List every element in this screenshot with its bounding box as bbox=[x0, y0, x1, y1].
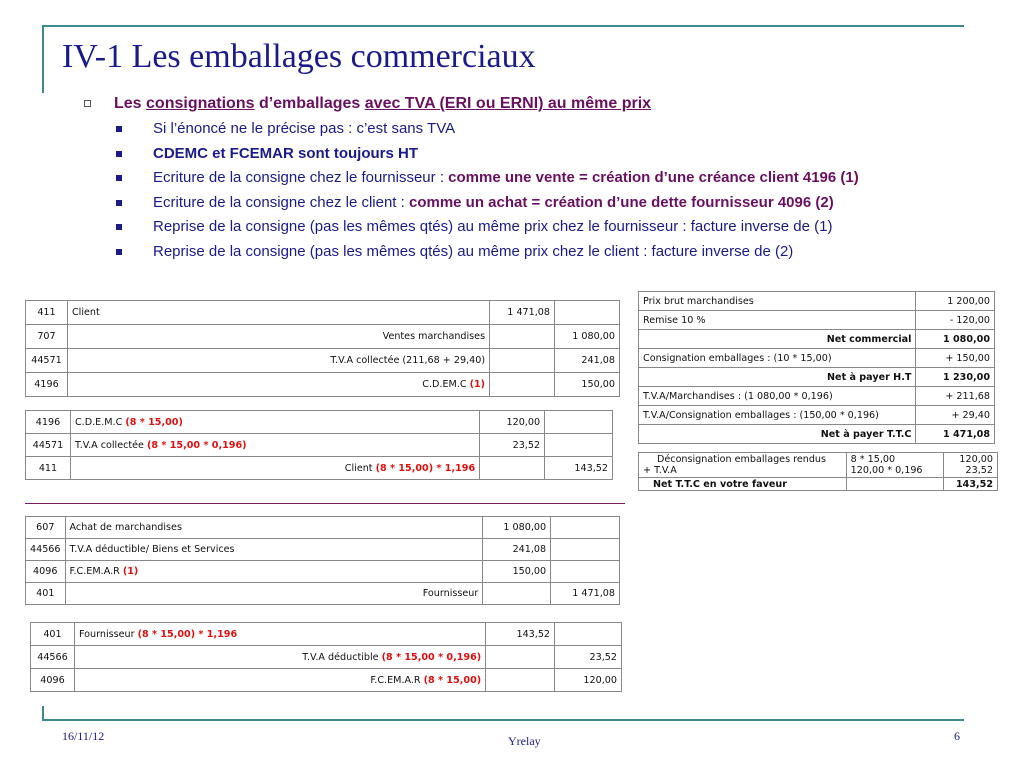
journal-client-return bbox=[30, 622, 622, 692]
account-number: 4196 bbox=[26, 411, 71, 434]
credit-amount bbox=[555, 301, 620, 325]
main-bullet-les: Les bbox=[114, 95, 142, 112]
square-bullet-icon bbox=[116, 126, 122, 132]
account-number: 44566 bbox=[31, 646, 75, 669]
credit-note-label-2: + T.V.A bbox=[643, 465, 677, 476]
account-number: 411 bbox=[26, 301, 68, 325]
square-bullet-icon bbox=[116, 224, 122, 230]
invoice-value: 1 471,08 bbox=[916, 425, 995, 444]
account-label: T.V.A déductible/ Biens et Services bbox=[65, 539, 483, 561]
journal-row bbox=[31, 623, 622, 646]
journal-row bbox=[26, 301, 620, 325]
account-label: Client bbox=[67, 301, 489, 325]
sub-bullet-2-text: CDEMC et FCEMAR sont toujours HT bbox=[153, 144, 418, 162]
debit-amount: 143,52 bbox=[486, 623, 555, 646]
section-divider bbox=[25, 503, 625, 504]
hollow-square-bullet-icon bbox=[84, 100, 91, 107]
sub-bullet-6 bbox=[80, 242, 980, 267]
credit-note-row bbox=[639, 453, 998, 478]
invoice-value: + 29,40 bbox=[916, 406, 995, 425]
invoice-value: - 120,00 bbox=[916, 311, 995, 330]
journal-row bbox=[26, 411, 613, 434]
square-bullet-icon bbox=[116, 249, 122, 255]
invoice-row bbox=[639, 311, 995, 330]
credit-note-value bbox=[944, 453, 998, 478]
frame-top-line bbox=[42, 25, 964, 27]
journal-row bbox=[31, 646, 622, 669]
journal-row bbox=[26, 325, 620, 349]
credit-note-total-empty bbox=[846, 478, 944, 491]
sub-bullet-4 bbox=[80, 193, 980, 218]
debit-amount: 120,00 bbox=[480, 411, 545, 434]
invoice-label: Net à payer H.T bbox=[639, 368, 916, 387]
debit-amount: 150,00 bbox=[483, 561, 551, 583]
sub-bullet-5 bbox=[80, 217, 980, 242]
credit-note-value-2: 23,52 bbox=[965, 465, 993, 476]
account-number: 4096 bbox=[31, 669, 75, 692]
credit-note-table bbox=[638, 452, 998, 491]
credit-note-calc-2: 120,00 * 0,196 bbox=[850, 465, 923, 476]
journal-row bbox=[26, 539, 620, 561]
account-number: 411 bbox=[26, 457, 71, 480]
account-number: 44571 bbox=[26, 349, 68, 373]
sub-bullet-3-emphasis: comme une vente = création d’une créance client 4196 (1) bbox=[448, 169, 859, 186]
slide-title: IV-1 Les emballages commerciaux bbox=[62, 38, 536, 75]
debit-amount bbox=[486, 646, 555, 669]
account-number: 44566 bbox=[26, 539, 66, 561]
account-number: 4096 bbox=[26, 561, 66, 583]
credit-amount: 150,00 bbox=[555, 373, 620, 397]
square-bullet-icon bbox=[116, 151, 122, 157]
credit-amount bbox=[545, 411, 613, 434]
debit-amount bbox=[490, 325, 555, 349]
account-number: 44571 bbox=[26, 434, 71, 457]
bullet-list bbox=[80, 93, 980, 266]
debit-amount: 1 080,00 bbox=[483, 517, 551, 539]
invoice-row bbox=[639, 387, 995, 406]
journal-row bbox=[26, 457, 613, 480]
footer-date: 16/11/12 bbox=[62, 729, 105, 743]
journal-row bbox=[26, 583, 620, 605]
credit-amount bbox=[545, 434, 613, 457]
debit-amount: 23,52 bbox=[480, 434, 545, 457]
invoice-label: Remise 10 % bbox=[639, 311, 916, 330]
journal-row bbox=[26, 561, 620, 583]
credit-amount: 143,52 bbox=[545, 457, 613, 480]
account-label: F.C.EM.A.R (8 * 15,00) bbox=[74, 669, 485, 692]
invoice-label: T.V.A/Marchandises : (1 080,00 * 0,196) bbox=[639, 387, 916, 406]
invoice-total-row bbox=[639, 368, 995, 387]
sub-bullet-6-text: Reprise de la consigne (pas les mêmes qtés) au même prix chez le client : facture inverse de (2) bbox=[153, 242, 794, 260]
sub-bullet-3-text: Ecriture de la consigne chez le fournisseur : bbox=[153, 169, 444, 186]
journal-row bbox=[31, 669, 622, 692]
credit-note-total-value: 143,52 bbox=[944, 478, 998, 491]
journal-row bbox=[26, 373, 620, 397]
invoice-table bbox=[638, 291, 995, 444]
sub-bullet-3 bbox=[80, 168, 980, 193]
account-label: T.V.A collectée (8 * 15,00 * 0,196) bbox=[70, 434, 479, 457]
credit-amount: 120,00 bbox=[555, 669, 622, 692]
account-number: 607 bbox=[26, 517, 66, 539]
account-label: T.V.A collectée (211,68 + 29,40) bbox=[67, 349, 489, 373]
invoice-value: + 150,00 bbox=[916, 349, 995, 368]
debit-amount bbox=[490, 349, 555, 373]
credit-amount: 1 471,08 bbox=[551, 583, 620, 605]
account-label: Client (8 * 15,00) * 1,196 bbox=[70, 457, 479, 480]
invoice-label: T.V.A/Consignation emballages : (150,00 * 0,196) bbox=[639, 406, 916, 425]
frame-left-line bbox=[42, 25, 44, 93]
debit-amount bbox=[490, 373, 555, 397]
frame-bottom-left-line bbox=[42, 706, 44, 720]
credit-amount bbox=[551, 539, 620, 561]
sub-bullet-1 bbox=[80, 119, 980, 144]
account-number: 401 bbox=[26, 583, 66, 605]
account-label: T.V.A déductible (8 * 15,00 * 0,196) bbox=[74, 646, 485, 669]
debit-amount bbox=[486, 669, 555, 692]
credit-note-total-label: Net T.T.C en votre faveur bbox=[639, 478, 847, 491]
sub-bullet-4-text: Ecriture de la consigne chez le client : bbox=[153, 193, 405, 211]
square-bullet-icon bbox=[116, 175, 122, 181]
square-bullet-icon bbox=[116, 200, 122, 206]
credit-amount bbox=[555, 623, 622, 646]
journal-row bbox=[26, 434, 613, 457]
main-bullet-emballages: d’emballages bbox=[258, 95, 361, 112]
main-bullet-consignations: consignations bbox=[146, 95, 255, 112]
sub-bullet-5-text: Reprise de la consigne (pas les mêmes qtés) au même prix chez le fournisseur : facture inverse de (1) bbox=[153, 218, 833, 235]
journal-row bbox=[26, 349, 620, 373]
account-number: 707 bbox=[26, 325, 68, 349]
account-label: Achat de marchandises bbox=[65, 517, 483, 539]
invoice-total-row bbox=[639, 330, 995, 349]
main-bullet bbox=[80, 93, 980, 119]
main-bullet-tva: avec TVA (ERI ou ERNI) au même prix bbox=[364, 95, 652, 112]
journal-supplier-sale bbox=[25, 300, 620, 397]
account-label: F.C.EM.A.R (1) bbox=[65, 561, 483, 583]
credit-note-value-1: 120,00 bbox=[959, 454, 993, 465]
account-label: C.D.E.M.C (8 * 15,00) bbox=[70, 411, 479, 434]
invoice-row bbox=[639, 349, 995, 368]
debit-amount: 1 471,08 bbox=[490, 301, 555, 325]
account-label: Fournisseur bbox=[65, 583, 483, 605]
account-label: Fournisseur (8 * 15,00) * 1,196 bbox=[74, 623, 485, 646]
account-number: 4196 bbox=[26, 373, 68, 397]
journal-client-purchase bbox=[25, 516, 620, 605]
invoice-value: 1 200,00 bbox=[916, 292, 995, 311]
invoice-row bbox=[639, 292, 995, 311]
journal-supplier-return bbox=[25, 410, 613, 480]
invoice-value: 1 080,00 bbox=[916, 330, 995, 349]
account-label: C.D.EM.C (1) bbox=[67, 373, 489, 397]
invoice-label: Net commercial bbox=[639, 330, 916, 349]
credit-note-calc bbox=[846, 453, 944, 478]
invoice-label: Consignation emballages : (10 * 15,00) bbox=[639, 349, 916, 368]
sub-bullet-4-emphasis: comme un achat = création d’une dette fournisseur 4096 (2) bbox=[408, 193, 834, 211]
sub-bullet-2 bbox=[80, 144, 980, 169]
credit-note-calc-1: 8 * 15,00 bbox=[850, 454, 896, 465]
invoice-total-row bbox=[639, 425, 995, 444]
invoice-row bbox=[639, 406, 995, 425]
sub-bullet-1-text: Si l’énoncé ne le précise pas : c’est sans TVA bbox=[153, 120, 456, 137]
credit-amount: 23,52 bbox=[555, 646, 622, 669]
footer-page-number: 6 bbox=[954, 729, 960, 743]
invoice-value: 1 230,00 bbox=[916, 368, 995, 387]
frame-bottom-line bbox=[42, 719, 964, 721]
account-number: 401 bbox=[31, 623, 75, 646]
invoice-label: Net à payer T.T.C bbox=[639, 425, 916, 444]
footer-author: Yrelay bbox=[508, 734, 541, 748]
invoice-value: + 211,68 bbox=[916, 387, 995, 406]
credit-amount bbox=[551, 517, 620, 539]
debit-amount bbox=[480, 457, 545, 480]
credit-note-label-1: Déconsignation emballages rendus bbox=[657, 454, 827, 465]
credit-amount: 241,08 bbox=[555, 349, 620, 373]
credit-amount bbox=[551, 561, 620, 583]
credit-amount: 1 080,00 bbox=[555, 325, 620, 349]
credit-note-total-row bbox=[639, 478, 998, 491]
journal-row bbox=[26, 517, 620, 539]
debit-amount: 241,08 bbox=[483, 539, 551, 561]
invoice-label: Prix brut marchandises bbox=[639, 292, 916, 311]
account-label: Ventes marchandises bbox=[67, 325, 489, 349]
credit-note-label bbox=[639, 453, 847, 478]
debit-amount bbox=[483, 583, 551, 605]
